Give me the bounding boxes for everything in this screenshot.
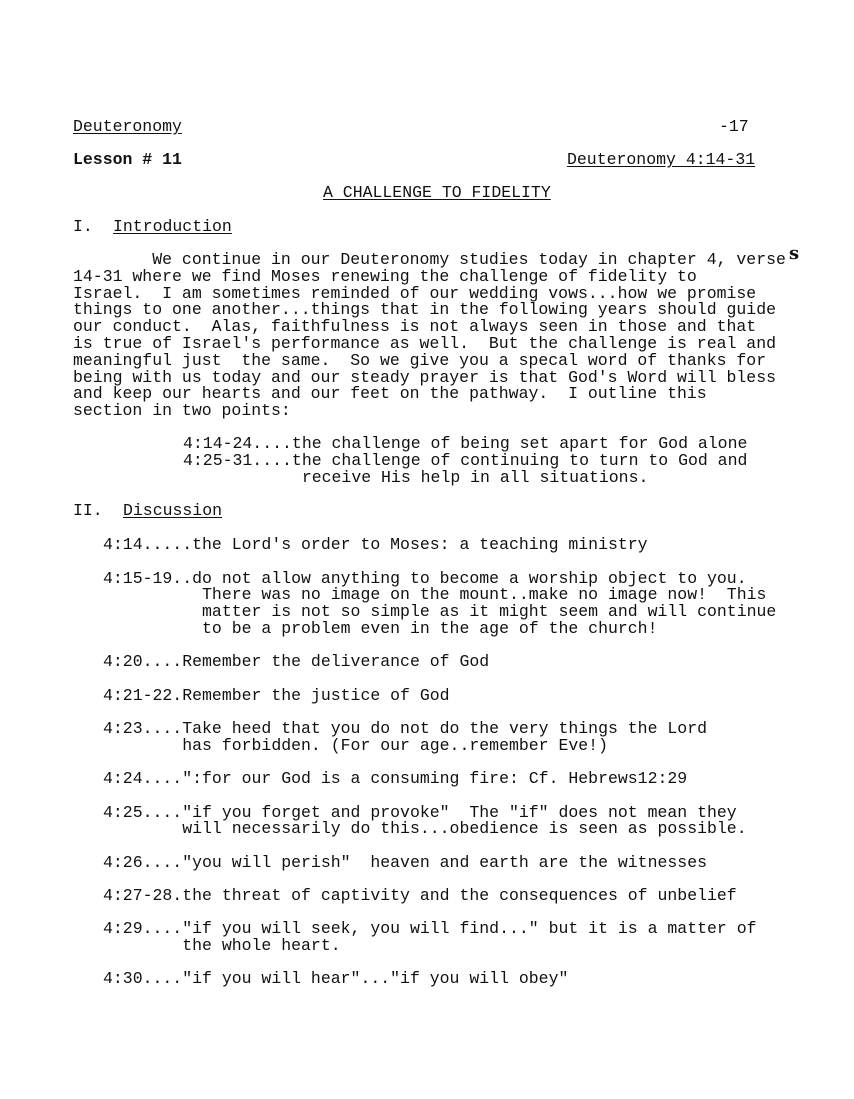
discussion-item-4-20: 4:20....Remember the deliverance of God — [103, 652, 490, 671]
discussion-item-4-27-28: 4:27-28.the threat of captivity and the consequences of unbelief — [103, 886, 737, 905]
handwritten-margin-mark: s — [789, 243, 800, 264]
lesson-label: Lesson # 11 — [73, 150, 182, 169]
discussion-item-line: to be a problem even in the age of the church! — [103, 619, 658, 638]
discussion-item-4-30: 4:30...."if you will hear"..."if you will obey" — [103, 969, 569, 988]
passage-reference: Deuteronomy 4:14-31 — [567, 150, 756, 169]
discussion-item-4-25: 4:25...."if you forget and provoke" The "if" does not mean they — [103, 803, 737, 822]
discussion-item-line: has forbidden. (For our age..remember Eve!) — [103, 736, 608, 755]
section-numeral-intro: I. — [73, 217, 93, 236]
discussion-item-line: the whole heart. — [103, 936, 341, 955]
section-heading-discussion: Discussion — [123, 501, 223, 520]
discussion-item-4-26: 4:26...."you will perish" heaven and earth are the witnesses — [103, 853, 707, 872]
outline-line-3: receive His help in all situations. — [183, 468, 649, 487]
discussion-item-4-21-22: 4:21-22.Remember the justice of God — [103, 686, 450, 705]
section-heading-intro: Introduction — [113, 217, 232, 236]
intro-paragraph: We continue in our Deuteronomy studies today in chapter 4, verse 14-31 where we find Moses renewing the challenge of fidelity to Israel. I am sometimes reminded of our wedding vows...how we promise things to one another...things that in the following years should guide our conduct. Alas, faithfulness is not always seen in those and that is true of Israel's performance as well. But the challenge is real and meaningful just the same. So we give you a specal word of thanks for being with us today and our steady prayer is that God's Word will bless and keep our hearts and our feet on the pathway. I outline this section in two points: — [73, 250, 786, 421]
discussion-item-4-24: 4:24....":for our God is a consuming fire: Cf. Hebrews12:29 — [103, 769, 688, 788]
discussion-item-line: matter is not so simple as it might seem and will continue — [103, 602, 777, 621]
document-title: A CHALLENGE TO FIDELITY — [323, 183, 551, 202]
discussion-item-line: will necessarily do this...obedience is seen as possible. — [103, 819, 747, 838]
discussion-item-4-15-19: 4:15-19..do not allow anything to become a worship object to you. — [103, 569, 747, 588]
discussion-item-line: There was no image on the mount..make no image now! This — [103, 585, 767, 604]
page-number: -17 — [719, 117, 749, 136]
section-numeral-discussion: II. — [73, 501, 103, 520]
discussion-item-4-29: 4:29...."if you will seek, you will find..." but it is a matter of — [103, 919, 757, 938]
outline-line-2: 4:25-31....the challenge of continuing to turn to God and — [183, 451, 748, 470]
book-title: Deuteronomy — [73, 117, 182, 136]
discussion-item-4-23: 4:23....Take heed that you do not do the very things the Lord — [103, 719, 707, 738]
discussion-item-4-14: 4:14.....the Lord's order to Moses: a teaching ministry — [103, 535, 648, 554]
outline-line-1: 4:14-24....the challenge of being set apart for God alone — [183, 434, 748, 453]
